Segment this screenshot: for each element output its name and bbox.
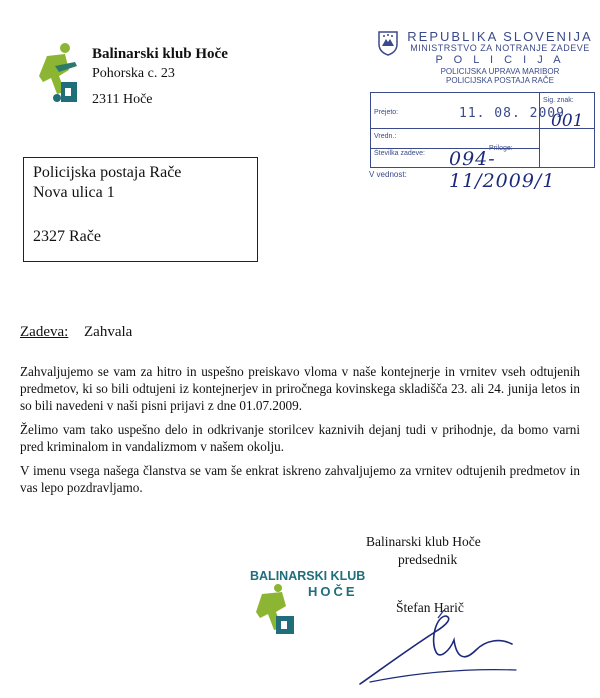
stamp-received-label: Prejeto: <box>374 109 399 116</box>
sender-city: 2311 Hoče <box>92 92 153 107</box>
stamp-cc-label: V vednost: <box>369 170 407 179</box>
stamp-station: POLICIJSKA POSTAJA RAČE <box>446 76 554 85</box>
body-paragraph: V imenu vsega našega članstva se vam še enkrat iskreno zahvaljujemo za vrnitev odtujenih predmetov in vas lepo pozdravljamo. <box>20 463 580 495</box>
signer-name: Štefan Harič <box>396 600 464 615</box>
sender-name: Balinarski klub Hoče <box>92 46 228 62</box>
sender-street: Pohorska c. 23 <box>92 66 175 81</box>
stamp-ministry: MINISTRSTVO ZA NOTRANJE ZADEVE <box>410 43 590 53</box>
stamp-case-label: Številka zadeve: <box>374 150 425 157</box>
closing-role: predsednik <box>398 552 458 567</box>
stamp-country: REPUBLIKA SLOVENIJA <box>407 29 593 44</box>
logo-text-line1: BALINARSKI KLUB <box>250 569 366 583</box>
bowler-figure-icon <box>256 584 294 634</box>
stamp-sign-label: Sig. znak: <box>543 97 574 104</box>
stamp-sign-value: 001 <box>551 111 584 131</box>
handwritten-signature <box>340 610 530 690</box>
body-paragraph: Zahvaljujemo se vam za hitro in uspešno preiskavo vloma v naše kontejnerje in vrnitev vseh odtujenih predmetov, ki so bili odtujeni iz kontejnerjev in priročnega kovinskega skladišča 23. ali 24. junija letos in so bili navedeni v naši pisni prijavi z dne 01.07.2009. <box>20 364 580 413</box>
stamp-received-date: 11. 08. 2009 <box>459 106 565 121</box>
club-logo-icon <box>35 42 83 106</box>
recipient-street: Nova ulica 1 <box>33 184 115 201</box>
received-stamp <box>355 20 595 192</box>
subject-text: Zahvala <box>84 324 133 340</box>
closing-organization: Balinarski klub Hoče <box>366 534 481 549</box>
subject-label: Zadeva: <box>20 324 69 340</box>
recipient-city: 2327 Rače <box>33 228 101 245</box>
logo-text-line2: HOČE <box>308 584 358 599</box>
stamp-attachments-label: Priloge: <box>489 145 513 152</box>
stamp-value-label: Vredn.: <box>374 133 397 140</box>
coat-of-arms-icon <box>377 30 399 56</box>
body-paragraph: Želimo vam tako uspešno delo in odkrivanje storilcev kaznivih dejanj tudi v prihodnje, da bomo varni pred kriminalom in vandalizmom v našem okolju. <box>20 422 580 454</box>
recipient-name: Policijska postaja Rače <box>33 164 182 181</box>
stamp-directorate: POLICIJSKA UPRAVA MARIBOR <box>440 67 560 76</box>
stamp-police: P O L I C I J A <box>435 54 565 66</box>
stamp-case-number: 094-11/2009/1 <box>449 148 556 192</box>
recipient-address-box <box>23 157 258 262</box>
